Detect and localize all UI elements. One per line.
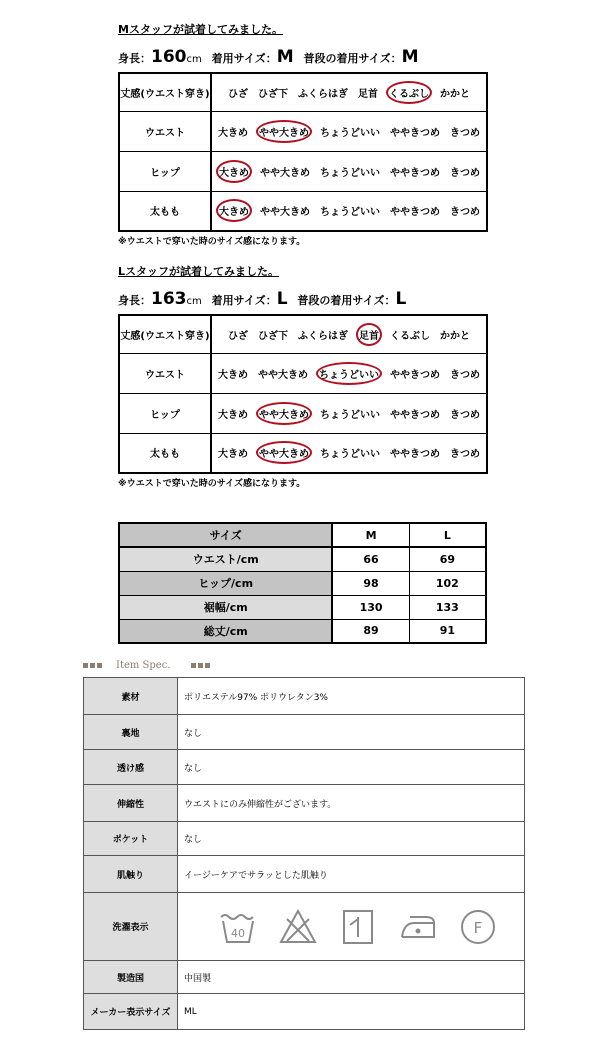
no-bleach-icon [278,907,318,947]
selected-option: 大きめ [216,199,252,222]
spec-value: ポリエステル97% ポリウレタン3% [178,678,525,715]
fit-options [211,151,487,191]
spec-title [83,657,212,673]
option: きつめ [450,409,480,421]
option: やや大きめ [260,207,310,219]
wear-size-label: 着用サイズ： [211,52,277,65]
size-header-m: M [332,523,409,547]
fit-note: ※ウエストで穿いた時のサイズ感になります。 [118,479,306,489]
height-value: 163 [151,289,187,309]
option: ひざ下 [258,330,288,342]
option: やや大きめ [260,167,310,179]
option: やや大きめ [258,369,308,381]
size-cell: 91 [409,619,486,643]
fit-row-label: ウエスト [119,111,211,151]
selected-option: 足首 [356,323,382,346]
size-row-label: 総丈/cm [119,619,332,643]
spec-table [83,677,525,1030]
fit-table [118,314,488,474]
size-cell: 69 [409,547,486,571]
wash-40-icon [218,907,258,947]
size-header-l: L [409,523,486,547]
spec-key: 素材 [84,678,178,715]
option: ちょうどいい [320,449,380,461]
usual-size-value: L [395,289,407,309]
spec-key: 洗濯表示 [84,893,178,961]
fit-options [211,393,487,433]
spec-key: 製造国 [84,961,178,994]
option: ふくらはぎ [298,88,348,100]
fit-note: ※ウエストで穿いた時のサイズ感になります。 [118,237,306,247]
option: かかと [440,330,470,342]
height-unit: cm [186,296,202,307]
spec-key: 裏地 [84,715,178,750]
height-unit: cm [186,54,202,65]
fit-options [211,433,487,473]
option: ややきつめ [390,207,440,219]
height-label: 身長： [118,294,151,307]
option: ややきつめ [390,409,440,421]
wear-size-label: 着用サイズ： [211,294,277,307]
option: きつめ [450,207,480,219]
length-options [211,315,487,353]
option: 大きめ [218,369,248,381]
size-row-label: ヒップ/cm [119,571,332,595]
square-icon [191,663,196,668]
square-icon [83,663,88,668]
option: ややきつめ [390,369,440,381]
option: ちょうどいい [320,409,380,421]
size-table [118,522,487,644]
option: 大きめ [218,127,248,139]
fit-row-label: 太もも [119,433,211,473]
fit-table [118,72,488,232]
spec-key: メーカー表示サイズ [84,994,178,1030]
size-row-label: 裾幅/cm [119,595,332,619]
spec-value: イージーケアでサラッとした肌触り [178,856,525,893]
option: ふくらはぎ [298,330,348,342]
fit-row-label: 太もも [119,191,211,231]
size-cell: 89 [332,619,409,643]
spec-key: 透け感 [84,750,178,785]
spec-value: なし [178,822,525,856]
spec-value: ウエストにのみ伸縮性がございます。 [178,785,525,822]
fit-row-label: ウエスト [119,353,211,393]
spec-key: 肌触り [84,856,178,893]
spec-key: 伸縮性 [84,785,178,822]
option: ややきつめ [390,449,440,461]
size-cell: 130 [332,595,409,619]
option: ややきつめ [390,167,440,179]
square-icon [97,663,102,668]
size-cell: 102 [409,571,486,595]
selected-option: くるぶし [386,81,432,104]
fit-review-l [118,264,488,491]
square-icon [90,663,95,668]
option: きつめ [450,127,480,139]
selected-option: 大きめ [216,160,252,183]
option: 大きめ [218,409,248,421]
selected-option: やや大きめ [256,402,312,425]
option: 大きめ [218,449,248,461]
usual-size-label: 普段の着用サイズ： [303,52,402,65]
length-label: 丈感(ウエスト穿き) [119,315,211,353]
fit-heading: Lスタッフが試着してみました。 [118,265,280,278]
care-icons [184,907,524,947]
selected-option: やや大きめ [256,441,312,464]
size-cell: 133 [409,595,486,619]
option: きつめ [450,369,480,381]
fit-heading: Mスタッフが試着してみました。 [118,23,283,36]
fit-measurements [118,42,488,72]
length-options [211,73,487,111]
spec-value: なし [178,750,525,785]
option: きつめ [450,167,480,179]
fit-options [211,353,487,393]
square-icon [205,663,210,668]
spec-value: ML [178,994,525,1030]
size-row-label: ウエスト/cm [119,547,332,571]
svg-text:40: 40 [231,926,245,940]
option: ややきつめ [390,127,440,139]
fit-row-label: ヒップ [119,393,211,433]
hang-dry-icon [338,907,378,947]
option: きつめ [450,449,480,461]
dry-clean-f-icon [458,907,498,947]
spec-value: なし [178,715,525,750]
option: ちょうどいい [320,167,380,179]
selected-option: やや大きめ [256,120,312,143]
fit-row-label: ヒップ [119,151,211,191]
iron-low-icon [398,907,438,947]
option: ひざ [228,330,248,342]
selected-option: ちょうどいい [316,362,382,385]
option: 足首 [358,88,378,100]
option: かかと [440,88,470,100]
usual-size-label: 普段の着用サイズ： [297,294,396,307]
size-header-label: サイズ [119,523,332,547]
usual-size-value: M [401,47,419,67]
fit-options [211,111,487,151]
option: ひざ下 [258,88,288,100]
fit-options [211,191,487,231]
option: ひざ [228,88,248,100]
spec-key: ポケット [84,822,178,856]
care-label-cell [178,893,525,961]
square-icon [198,663,203,668]
spec-value: 中国製 [178,961,525,994]
size-cell: 66 [332,547,409,571]
length-label: 丈感(ウエスト穿き) [119,73,211,111]
wear-size-value: L [276,289,288,309]
height-label: 身長： [118,52,151,65]
height-value: 160 [151,47,187,67]
option: ちょうどいい [320,127,380,139]
wear-size-value: M [276,47,294,67]
option: ちょうどいい [320,207,380,219]
fit-measurements [118,284,488,314]
fit-review-m [118,22,488,249]
size-cell: 98 [332,571,409,595]
option: くるぶし [390,330,430,342]
spec-title-text: Item Spec. [116,659,171,671]
svg-text:F: F [473,918,483,937]
